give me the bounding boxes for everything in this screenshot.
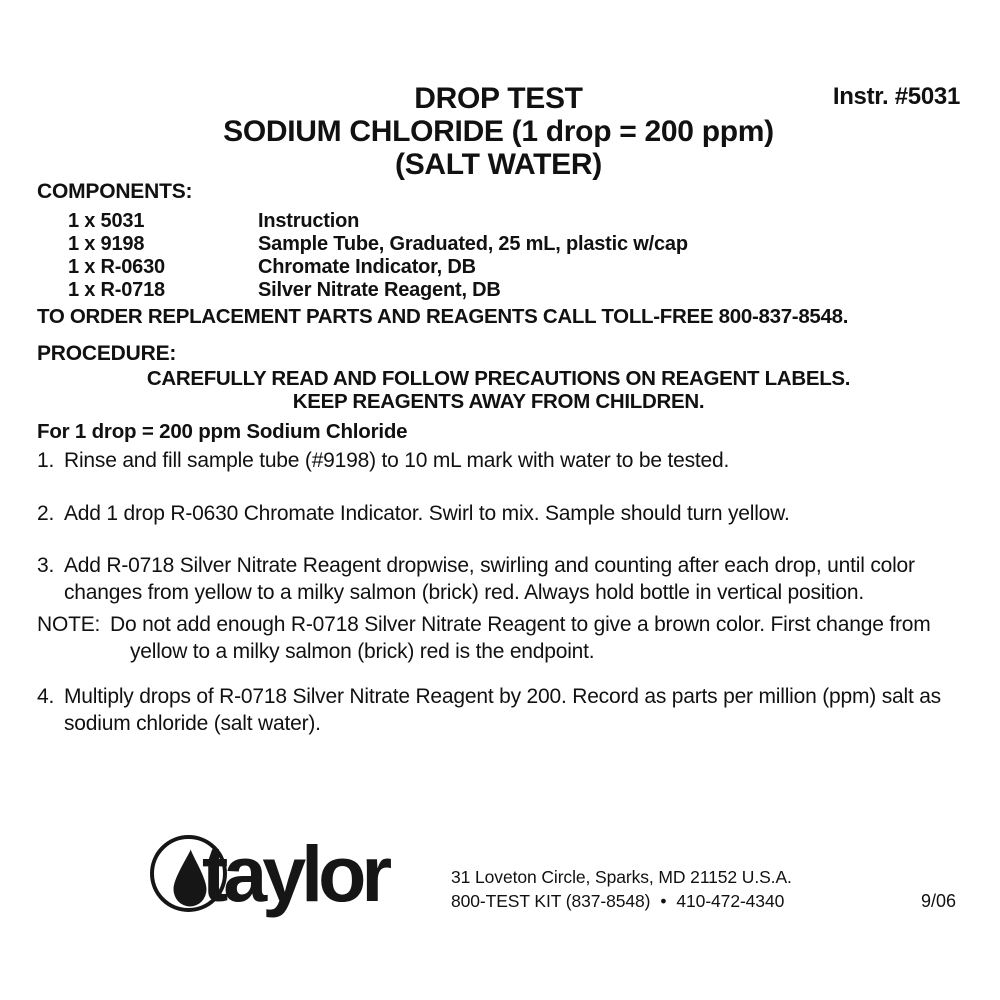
components-section — [37, 180, 960, 302]
note-text: Do not add enough R-0718 Silver Nitrate Reagent to give a brown color. First change from yellow to a milky salmon (brick) red is the endpoint. — [110, 613, 931, 663]
phone-tollfree: 800-TEST KIT (837-8548) — [451, 890, 651, 911]
component-desc: Chromate Indicator, DB — [258, 256, 476, 278]
procedure-step — [37, 501, 960, 528]
step-text: Rinse and fill sample tube (#9198) to 10 mL mark with water to be tested. — [64, 449, 730, 472]
component-desc: Sample Tube, Graduated, 25 mL, plastic w/cap — [258, 233, 688, 255]
note-label: NOTE: — [37, 613, 101, 636]
component-qty: 1 x 9198 — [68, 233, 145, 255]
taylor-logo — [150, 830, 440, 930]
step-text: Multiply drops of R-0718 Silver Nitrate Reagent by 200. Record as parts per million (ppm) salt as sodium chloride (salt water). — [64, 685, 941, 735]
phone-local: 410-472-4340 — [676, 890, 785, 911]
step-number: 2. — [37, 501, 55, 525]
step-text: Add R-0718 Silver Nitrate Reagent dropwise, swirling and counting after each drop, until color changes from yellow to a milky salmon (brick) red. Always hold bottle in vertical position. — [64, 554, 915, 604]
title-line-3: (SALT WATER) — [395, 148, 602, 181]
procedure-step — [37, 684, 960, 737]
component-row — [68, 256, 960, 279]
title-line-2: SODIUM CHLORIDE (1 drop = 200 ppm) — [223, 115, 774, 148]
address-line: 31 Loveton Circle, Sparks, MD 21152 U.S.A. — [451, 867, 792, 887]
procedure-step — [37, 448, 960, 475]
logo-wordmark: taylor — [202, 829, 388, 918]
component-desc: Silver Nitrate Reagent, DB — [258, 279, 501, 301]
component-qty: 1 x R-0718 — [68, 279, 165, 301]
instruction-number: Instr. #5031 — [832, 83, 960, 110]
procedure-step — [37, 553, 960, 606]
procedure-note — [37, 612, 960, 665]
procedure-subheading: For 1 drop = 200 ppm Sodium Chloride — [37, 420, 408, 443]
header — [37, 82, 960, 181]
step-number: 1. — [37, 449, 55, 472]
caution-line-2: KEEP REAGENTS AWAY FROM CHILDREN. — [292, 390, 705, 413]
step-text: Add 1 drop R-0630 Chromate Indicator. Swirl to mix. Sample should turn yellow. — [64, 501, 790, 525]
procedure-heading-wrap — [37, 342, 960, 366]
procedure-heading: PROCEDURE: — [37, 342, 177, 365]
component-qty: 1 x R-0630 — [68, 256, 165, 278]
component-desc: Instruction — [258, 210, 360, 232]
footer-address — [451, 866, 792, 913]
component-qty: 1 x 5031 — [68, 210, 145, 232]
revision-date: 9/06 — [920, 891, 956, 911]
component-row — [68, 279, 960, 302]
components-heading: COMPONENTS: — [37, 180, 193, 203]
bullet-separator: • — [660, 890, 667, 911]
caution-line-1: CAREFULLY READ AND FOLLOW PRECAUTIONS ON REAGENT LABELS. — [146, 367, 851, 390]
order-notice: TO ORDER REPLACEMENT PARTS AND REAGENTS CALL TOLL-FREE 800-837-8548. — [37, 305, 849, 328]
title-line-1: DROP TEST — [414, 82, 583, 115]
step-number: 4. — [37, 685, 55, 708]
caution-block — [37, 367, 960, 413]
step-number: 3. — [37, 554, 55, 577]
components-list — [37, 210, 960, 302]
phone-line — [451, 890, 792, 914]
component-row — [68, 233, 960, 256]
component-row — [68, 210, 960, 233]
procedure-steps — [37, 448, 960, 737]
